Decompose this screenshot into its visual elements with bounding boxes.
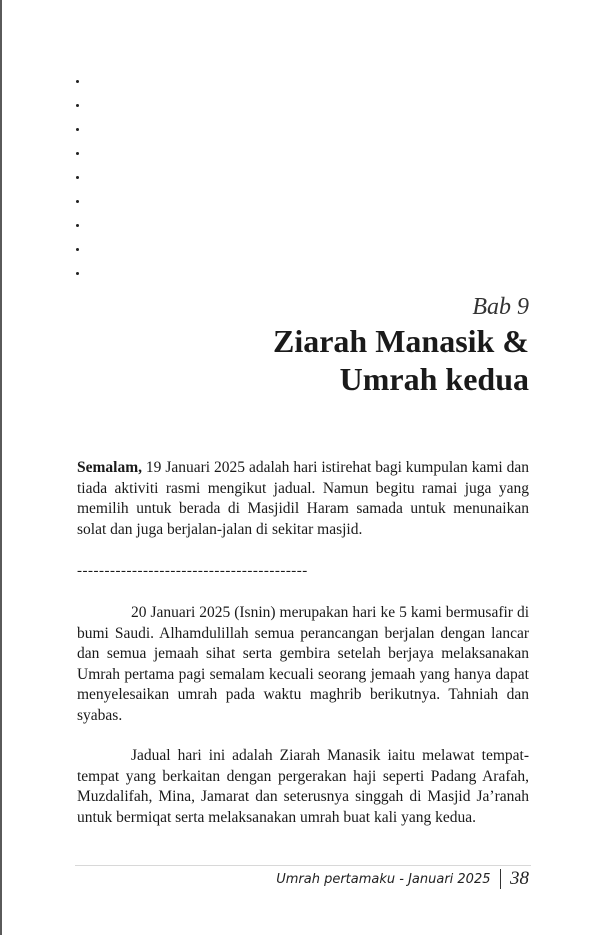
bullet-dot <box>76 272 79 275</box>
chapter-label: Bab 9 <box>472 294 529 320</box>
chapter-title-line-2: Umrah kedua <box>339 361 529 397</box>
bullet-dot <box>76 176 79 179</box>
bullet-dot <box>76 224 79 227</box>
decorative-dots <box>76 80 79 296</box>
running-title: Umrah pertamaku - Januari 2025 <box>276 871 491 887</box>
bullet-dot <box>76 152 79 155</box>
footer-divider <box>75 865 531 866</box>
bullet-dot <box>76 200 79 203</box>
bullet-dot <box>76 80 79 83</box>
page-left-edge <box>0 0 2 935</box>
paragraph-3: Jadual hari ini adalah Ziarah Manasik iaitu melawat tempat-tempat yang berkaitan dengan pergerakan haji seperti Padang Arafah, Muzdalifah, Mina, Jamarat dan seterusnya singgah di Masjid Ja’ranah untuk bermiqat serta melaksanakan umrah buat kali yang kedua. <box>77 747 529 826</box>
bullet-dot <box>76 128 79 131</box>
footer-separator-bar <box>500 869 502 889</box>
bullet-dot <box>76 248 79 251</box>
section-separator: ------------------------------------------ <box>77 563 308 579</box>
page-footer <box>276 868 529 890</box>
chapter-title-line-1: Ziarah Manasik & <box>272 323 529 359</box>
chapter-title <box>273 322 529 398</box>
bullet-dot <box>76 104 79 107</box>
paragraph-1-body: 19 Januari 2025 adalah hari istirehat bagi kumpulan kami dan tiada aktiviti rasmi mengikut jadual. Namun begitu ramai juga yang memilih untuk berada di Masjidil Haram samada untuk menunaikan solat dan juga berjalan-jalan di sekitar masjid. <box>77 459 529 538</box>
paragraph-1 <box>77 458 529 540</box>
paragraph-1-lead: Semalam, <box>77 459 143 476</box>
page-number: 38 <box>510 868 529 889</box>
paragraph-2: 20 Januari 2025 (Isnin) merupakan hari ke 5 kami bermusafir di bumi Saudi. Alhamdulillah semua perancangan berjalan dengan lancar dan semua jemaah sihat serta gembira setelah berjaya melaksanakan Umrah pertama pagi semalam kecuali seorang jemaah yang hanya dapat menyelesaikan umrah pada waktu maghrib berikutnya. Tahniah dan syabas. <box>77 604 529 724</box>
